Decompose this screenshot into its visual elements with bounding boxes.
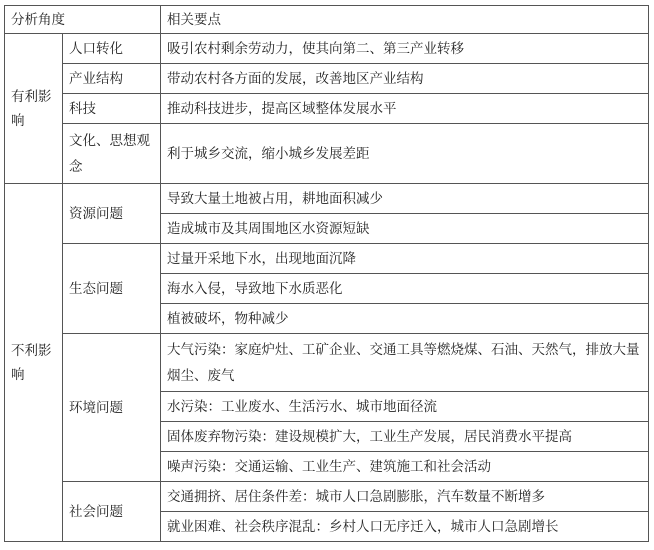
table-row (5, 244, 649, 274)
table-row (5, 334, 649, 392)
point-cell: 推动科技进步，提高区域整体发展水平 (161, 94, 649, 124)
point-cell: 噪声污染：交通运输、工业生产、建筑施工和社会活动 (161, 452, 649, 482)
point-cell: 就业困难、社会秩序混乱：乡村人口无序迁入，城市人口急剧增长 (161, 512, 649, 542)
aspect-cell: 科技 (63, 94, 161, 124)
point-cell: 过量开采地下水，出现地面沉降 (161, 244, 649, 274)
aspect-cell: 生态问题 (63, 244, 161, 334)
point-cell: 带动农村各方面的发展，改善地区产业结构 (161, 64, 649, 94)
point-cell: 交通拥挤、居住条件差：城市人口急剧膨胀，汽车数量不断增多 (161, 482, 649, 512)
aspect-cell: 人口转化 (63, 34, 161, 64)
table-row (5, 124, 649, 184)
table-row (5, 34, 649, 64)
table-row (5, 94, 649, 124)
point-cell: 海水入侵，导致地下水质恶化 (161, 274, 649, 304)
header-analysis-angle: 分析角度 (5, 6, 161, 34)
point-cell: 大气污染：家庭炉灶、工矿企业、交通工具等燃烧煤、石油、天然气，排放大量烟尘、废气 (161, 334, 649, 392)
aspect-cell: 社会问题 (63, 482, 161, 542)
table-row (5, 184, 649, 214)
urbanization-impact-table (4, 5, 649, 542)
table-row (5, 482, 649, 512)
point-cell: 水污染：工业废水、生活污水、城市地面径流 (161, 392, 649, 422)
point-cell: 导致大量土地被占用，耕地面积减少 (161, 184, 649, 214)
table-row (5, 64, 649, 94)
point-cell: 利于城乡交流，缩小城乡发展差距 (161, 124, 649, 184)
point-cell: 植被破坏，物种减少 (161, 304, 649, 334)
header-key-points: 相关要点 (161, 6, 649, 34)
aspect-cell: 环境问题 (63, 334, 161, 482)
aspect-cell: 文化、思想观念 (63, 124, 161, 184)
point-cell: 吸引农村剩余劳动力，使其向第二、第三产业转移 (161, 34, 649, 64)
category-positive: 有利影响 (5, 34, 63, 184)
header-row (5, 6, 649, 34)
aspect-cell: 产业结构 (63, 64, 161, 94)
point-cell: 造成城市及其周围地区水资源短缺 (161, 214, 649, 244)
category-negative: 不利影响 (5, 184, 63, 542)
aspect-cell: 资源问题 (63, 184, 161, 244)
point-cell: 固体废弃物污染：建设规模扩大，工业生产发展，居民消费水平提高 (161, 422, 649, 452)
